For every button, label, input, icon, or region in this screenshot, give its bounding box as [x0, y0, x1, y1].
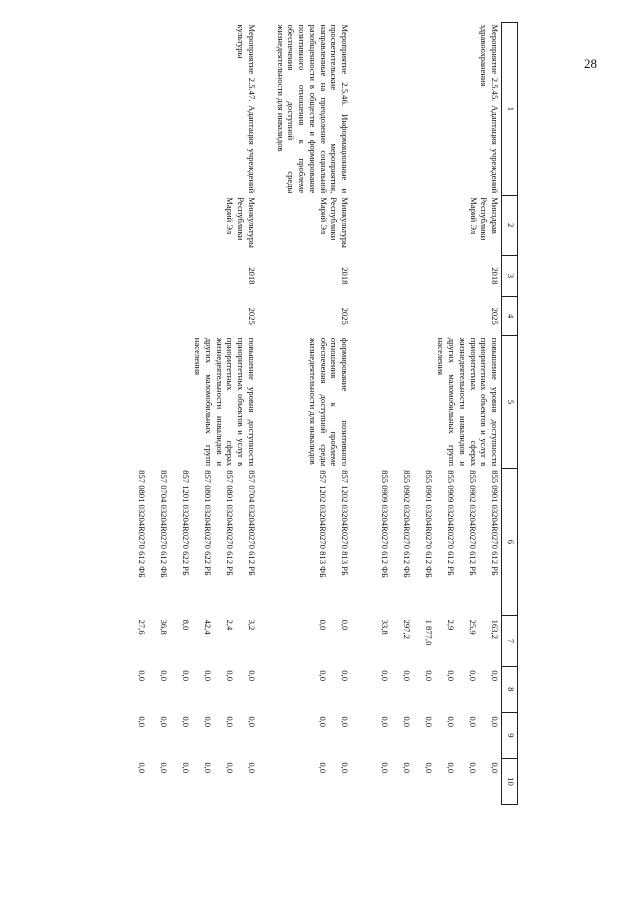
spacer-cell: [258, 195, 274, 255]
budget-code-cell: [124, 468, 258, 615]
value-col10-cell: [274, 758, 351, 804]
value-col9-cell-line: 0,0: [246, 716, 257, 728]
value-col7-cell-line: 33,8: [380, 619, 390, 635]
budget-code-cell-line: 855 0902 03204R0270 612 РБ: [468, 470, 478, 576]
executor-cell: Минздрав Республики Марий Эл: [468, 197, 500, 241]
value-col8-cell-line: 0,0: [490, 670, 500, 681]
value-col9-cell-line: 0,0: [340, 716, 350, 728]
value-col9-cell-line: 0,0: [490, 716, 500, 728]
value-col8-cell-line: 0,0: [318, 670, 328, 681]
value-col8-cell-line: 0,0: [468, 670, 478, 681]
executor-cell: Минкультуры Республики Марий Эл: [318, 197, 350, 248]
spacer-cell: [351, 758, 367, 804]
value-col10-cell-line: 0,0: [224, 762, 235, 774]
rotated-table-container: [118, 22, 518, 805]
budget-code-cell-line: 857 0801 03204R0270 622 РБ: [202, 470, 213, 576]
value-col10-cell-line: 0,0: [424, 762, 434, 774]
budget-code-cell-line: 855 0909 03204R0270 612 ФБ: [380, 470, 390, 578]
activity-cell: Мероприятие 2.5.46. Информационные и просветительские мероприятия, направленные на преодоление социальной разобщенности в обществе и формирование позитивного отношения к проблеме обеспечения доступной среды жизнедеятельности для инвалидов: [275, 24, 350, 194]
column-number: 2: [502, 195, 518, 255]
row-spacer: [258, 23, 274, 805]
value-col7-cell-line: 297,2: [402, 619, 412, 639]
value-col7-cell-line: 27,6: [136, 619, 147, 635]
budget-code-cell-line: 855 0901 03204R0270 612 РБ: [490, 470, 500, 576]
column-number: 10: [502, 758, 518, 804]
program-activities-table: [124, 22, 518, 805]
budget-code-cell-line: 857 0801 03204R0270 612 ФБ: [136, 470, 147, 578]
budget-code-cell-line: 855 0901 03204R0270 612 ФБ: [424, 470, 434, 578]
spacer-cell: [258, 616, 274, 667]
value-col8-cell-line: 0,0: [446, 670, 456, 681]
activity-cell: Мероприятие 2.5.47. Адаптация учреждений культуры: [236, 24, 257, 194]
end-year-cell: 2025: [246, 307, 257, 325]
value-col8-cell-line: 0,0: [340, 670, 350, 681]
value-col9-cell-line: 0,0: [380, 716, 390, 728]
executor-cell: Минкультуры Республики Марий Эл: [225, 197, 257, 248]
value-col9-cell-line: 0,0: [136, 716, 147, 728]
value-col10-cell-line: 0,0: [446, 762, 456, 774]
value-col9-cell-line: 0,0: [446, 716, 456, 728]
value-col7-cell-line: 42,4: [202, 619, 213, 635]
value-col9-cell-line: 0,0: [318, 716, 328, 728]
value-col8-cell: [367, 666, 502, 712]
value-col7-cell-line: 36,8: [158, 619, 169, 635]
budget-code-cell-line: 857 0801 03204R0270 612 РБ: [224, 470, 235, 576]
value-col9-cell: [274, 712, 351, 758]
result-cell: формирование позитивного отношения к проблеме обеспечения доступной среды жизнедеятельности для инвалидов: [307, 337, 350, 467]
table-row: [367, 23, 502, 805]
value-col7-cell-line: 0,0: [318, 619, 328, 631]
value-col8-cell-line: 0,0: [180, 670, 191, 681]
value-col9-cell: [367, 712, 502, 758]
value-col7-cell: [367, 616, 502, 667]
value-col10-cell-line: 0,0: [468, 762, 478, 774]
spacer-cell: [351, 336, 367, 468]
spacer-cell: [351, 195, 367, 255]
value-col7-cell-line: 25,9: [468, 619, 478, 635]
value-col10-cell: [124, 758, 258, 804]
value-col10-cell-line: 0,0: [340, 762, 350, 774]
spacer-cell: [258, 336, 274, 468]
result-cell: повышение уровня доступности приоритетных объектов и услуг в приоритетных сферах жизнедеятельности инвалидов и других маломобильных групп населения: [436, 337, 500, 467]
table-body: [124, 23, 502, 805]
start-year-cell: 2018: [340, 267, 350, 285]
value-col10-cell: [367, 758, 502, 804]
spacer-cell: [258, 255, 274, 296]
column-number: 5: [502, 336, 518, 468]
budget-code-cell-line: 857 1202 03204R0270 813 РБ: [340, 470, 350, 576]
value-col7-cell-line: 2,4: [224, 619, 235, 631]
end-year-cell: 2025: [490, 307, 500, 325]
value-col10-cell-line: 0,0: [180, 762, 191, 774]
value-col10-cell-line: 0,0: [402, 762, 412, 774]
column-number: 4: [502, 297, 518, 336]
spacer-cell: [258, 468, 274, 615]
end-year-cell: 2025: [340, 307, 350, 325]
value-col10-cell-line: 0,0: [136, 762, 147, 774]
budget-code-cell: [274, 468, 351, 615]
value-col9-cell-line: 0,0: [158, 716, 169, 728]
value-col8-cell-line: 0,0: [380, 670, 390, 681]
table-row: [274, 23, 351, 805]
value-col8-cell-line: 0,0: [158, 670, 169, 681]
value-col8-cell: [274, 666, 351, 712]
column-number: 7: [502, 616, 518, 667]
budget-code-cell: [367, 468, 502, 615]
column-number: 9: [502, 712, 518, 758]
value-col8-cell-line: 0,0: [402, 670, 412, 681]
value-col7-cell-line: 3,2: [246, 619, 257, 631]
spacer-cell: [351, 666, 367, 712]
value-col9-cell: [124, 712, 258, 758]
spacer-cell: [351, 712, 367, 758]
budget-code-cell-line: 855 0909 03204R0270 612 РБ: [446, 470, 456, 576]
column-number: 6: [502, 468, 518, 615]
spacer-cell: [351, 616, 367, 667]
spacer-cell: [351, 255, 367, 296]
spacer-cell: [258, 23, 274, 196]
activity-cell: Мероприятие 2.5.45. Адаптация учреждений здравоохранения: [479, 24, 500, 194]
value-col9-cell-line: 0,0: [402, 716, 412, 728]
value-col9-cell-line: 0,0: [224, 716, 235, 728]
spacer-cell: [351, 297, 367, 336]
budget-code-cell-line: 855 0902 03204R0270 612 ФБ: [402, 470, 412, 578]
page-number: 28: [584, 56, 597, 71]
value-col7-cell: [124, 616, 258, 667]
budget-code-cell-line: 857 0704 03204R0270 612 РБ: [246, 470, 257, 576]
value-col10-cell-line: 0,0: [318, 762, 328, 774]
spacer-cell: [258, 297, 274, 336]
value-col9-cell-line: 0,0: [468, 716, 478, 728]
value-col7-cell: [274, 616, 351, 667]
result-cell: повышение уровня доступности приоритетных объектов и услуг в приоритетных сферах жизнедеятельности инвалидов и других маломобильных групп населения: [193, 337, 257, 467]
spacer-cell: [351, 23, 367, 196]
budget-code-cell-line: 857 1201 03204R0270 622 РБ: [180, 470, 191, 576]
value-col7-cell-line: 2,9: [446, 619, 456, 631]
spacer-cell: [258, 712, 274, 758]
value-col9-cell-line: 0,0: [202, 716, 213, 728]
value-col7-cell-line: 0,0: [340, 619, 350, 631]
start-year-cell: 2018: [246, 267, 257, 285]
start-year-cell: 2018: [490, 267, 500, 285]
spacer-cell: [351, 468, 367, 615]
spacer-cell: [258, 666, 274, 712]
value-col7-cell-line: 8,0: [180, 619, 191, 631]
value-col10-cell-line: 0,0: [380, 762, 390, 774]
value-col7-cell-line: 1 877,0: [424, 619, 434, 646]
column-number: 8: [502, 666, 518, 712]
value-col8-cell-line: 0,0: [202, 670, 213, 681]
budget-code-cell-line: 857 1202 03204R0270 813 ФБ: [318, 470, 328, 578]
row-spacer: [351, 23, 367, 805]
value-col8-cell-line: 0,0: [136, 670, 147, 681]
value-col10-cell-line: 0,0: [490, 762, 500, 774]
table-row: [124, 23, 258, 805]
column-number: 3: [502, 255, 518, 296]
value-col8-cell-line: 0,0: [224, 670, 235, 681]
value-col10-cell-line: 0,0: [158, 762, 169, 774]
column-number-row: [502, 23, 518, 805]
value-col8-cell-line: 0,0: [246, 670, 257, 681]
value-col9-cell-line: 0,0: [424, 716, 434, 728]
value-col10-cell-line: 0,0: [202, 762, 213, 774]
column-number: 1: [502, 23, 518, 196]
value-col10-cell-line: 0,0: [246, 762, 257, 774]
value-col7-cell-line: 163,2: [490, 619, 500, 639]
value-col8-cell: [124, 666, 258, 712]
value-col9-cell-line: 0,0: [180, 716, 191, 728]
budget-code-cell-line: 857 0704 03204R0270 612 ФБ: [158, 470, 169, 578]
value-col8-cell-line: 0,0: [424, 670, 434, 681]
spacer-cell: [258, 758, 274, 804]
